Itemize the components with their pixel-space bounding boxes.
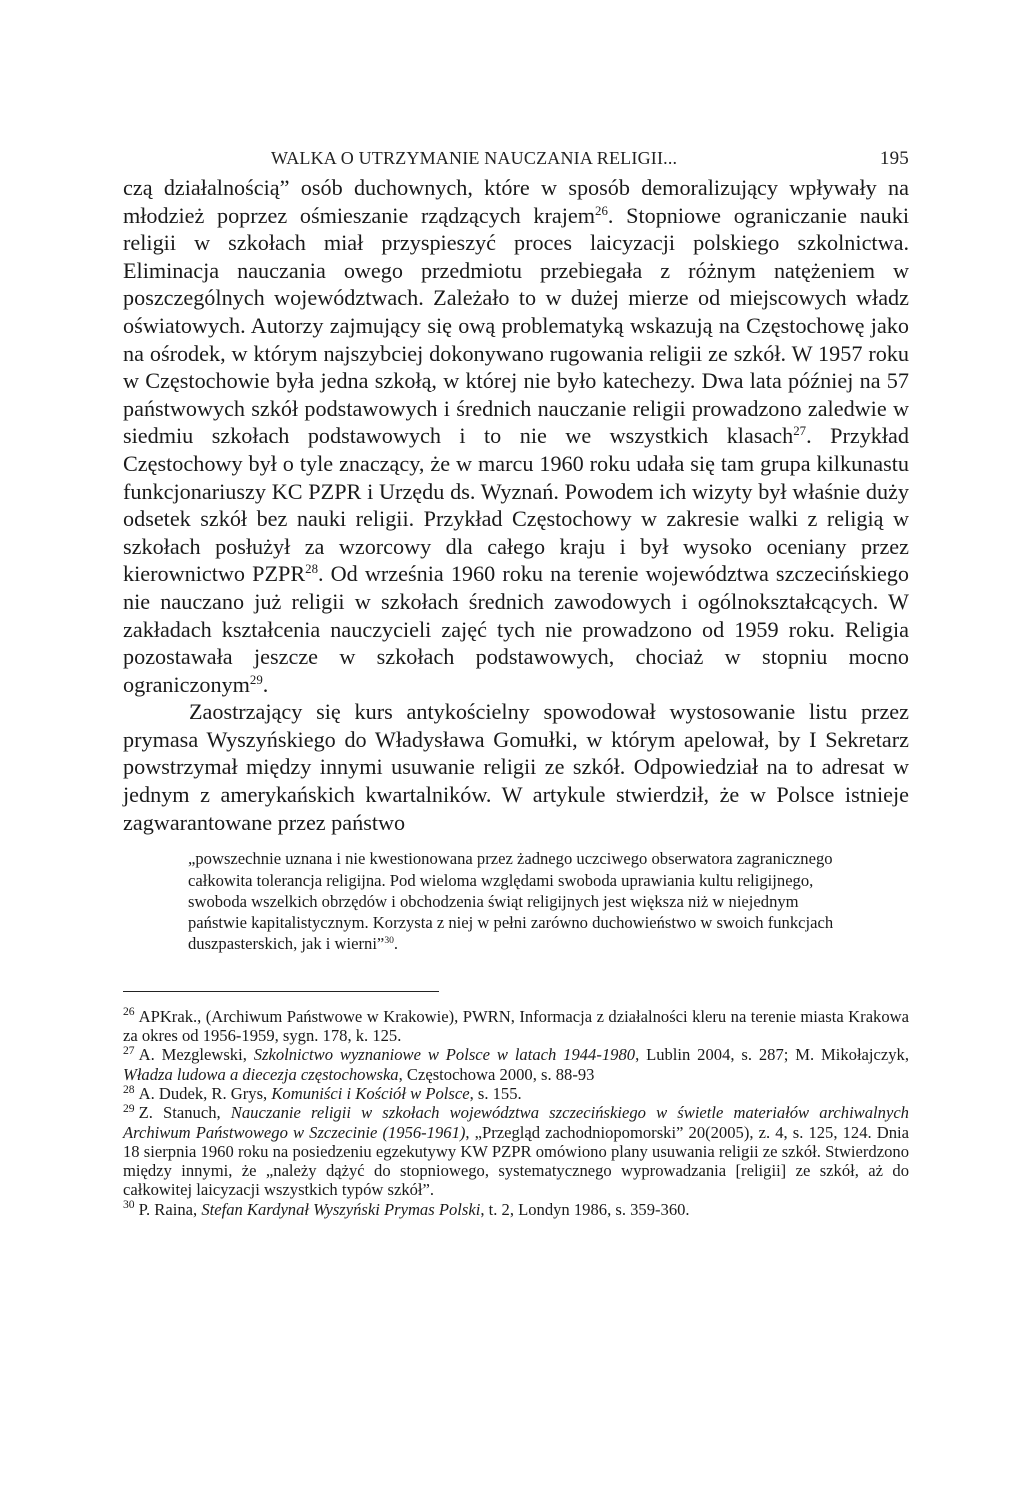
footnote-text: , t. 2, Londyn 1986, s. 359-360. bbox=[480, 1199, 690, 1219]
body-text bbox=[123, 174, 909, 836]
block-quote-text: „powszechnie uznana i nie kwestionowana przez żadnego uczciwego obserwatora zagranicznego całkowita tolerancja religijna. Pod wieloma względami swoboda uprawiania kultu religijnego, swoboda wszelkich obrzędów i obchodzenia świąt religijnych jest większa niż w niejednym państwie kapitalistycznym. Korzysta z niej w pełni zarówno duchowieństwo w swoich funkcjach duszpasterskich, jak i wierni” bbox=[188, 849, 834, 954]
footnote-number: 29 bbox=[123, 1101, 135, 1115]
footnote-ref-26[interactable]: 26 bbox=[595, 203, 608, 218]
footnote-text: , „Przegląd zachodniopomorski” 20(2005), z. 4, s. 125, 124. Dnia 18 sierpnia 1960 roku na posiedzeniu egzekutywy KW PZPR omówiono plany usuwania religii ze szkół. Stwierdzono między innymi, że „należy dążyć do stopniowego, systematycznego wyprowadzania [religii] ze szkół, aż do całkowitej laicyzacji wszystkich typów szkół”. bbox=[123, 1122, 910, 1200]
footnote-title: Nauczanie religii w szkołach województwa szczecińskiego w świetle materiałów archiwalnych Archiwum Państwowego w Szczecinie (1956-1961) bbox=[123, 1103, 909, 1142]
footnote-text: A. Mezglewski, bbox=[138, 1045, 254, 1065]
paragraph-1-text-a: czą działalnością” osób duchownych, które w sposób demoralizujący wpływały na młodzież poprzez ośmieszanie rządzących krajem bbox=[123, 175, 909, 228]
footnote-text: APKrak., (Archiwum Państwowe w Krakowie), PWRN, Informacja z działalności kleru na terenie miasta Krakowa za okres od 1956-1959, sygn. 178, k. 125. bbox=[123, 1006, 909, 1046]
footnote-text: A. Dudek, R. Grys, bbox=[138, 1083, 272, 1103]
block-quote bbox=[188, 848, 848, 954]
page-number: 195 bbox=[879, 148, 909, 169]
footnote-number: 28 bbox=[123, 1082, 135, 1096]
footnote-title: Władza ludowa a diecezja częstochowska bbox=[123, 1064, 399, 1084]
paragraph-1 bbox=[123, 174, 909, 698]
footnote-26 bbox=[123, 1007, 909, 1046]
running-head-title: WALKA O UTRZYMANIE NAUCZANIA RELIGII... bbox=[271, 148, 678, 168]
footnote-ref-28[interactable]: 28 bbox=[305, 562, 318, 577]
footnotes bbox=[123, 1007, 909, 1219]
footnote-number: 26 bbox=[123, 1005, 135, 1019]
footnote-27 bbox=[123, 1045, 909, 1084]
running-head bbox=[123, 140, 909, 174]
paragraph-1-text-b: . Stopniowe ograniczanie nauki religii w szkołach miał przyspieszyć proces laicyzacji polskiego szkolnictwa. Eliminacja nauczania owego przedmiotu przebiegała z różnym natężeniem w poszczególnych województwach. Zależało to w dużej mierze od miejscowych władz oświatowych. Autorzy zajmujący się ową problematyką wskazują na Częstochowę jako na ośrodek, w którym najszybciej dokonywano rugowania religii ze szkół. W 1957 roku w Częstochowie była jedna szkołą, w której nie było katechezy. Dwa lata później na 57 państwowych szkół podstawowych i średnich nauczanie religii prowadzono zaledwie w siedmiu szkołach podstawowych i to nie we wszystkich klasach bbox=[123, 202, 909, 449]
paragraph-2: Zaostrzający się kurs antykościelny spowodował wystosowanie listu przez prymasa Wyszyńskiego do Władysława Gomułki, w którym apelował, by I Sekretarz powstrzymał między innymi usuwanie religii ze szkół. Odpowiedział na to adresat w jednym z amerykańskich kwartalników. W artykule stwierdził, że w Polsce istnieje zagwarantowane przez państwo bbox=[123, 699, 909, 835]
document-page bbox=[123, 140, 909, 1219]
footnote-ref-29[interactable]: 29 bbox=[249, 672, 263, 687]
footnote-30 bbox=[123, 1200, 909, 1219]
footnote-separator bbox=[123, 991, 439, 992]
footnote-title: Komuniści i Kościół w Polsce bbox=[271, 1083, 470, 1103]
paragraph-1-text-c: . Przykład Częstochowy był o tyle znaczący, że w marcu 1960 roku udała się tam grupa kilkunastu funkcjonariuszy KC PZPR i Urzędu ds. Wyznań. Powodem ich wizyty był właśnie duży odsetek szkół bez nauki religii. Przykład Częstochowy w zakresie walki z religią w szkołach posłużył za wzorcowy dla całego kraju i był wysoko oceniany przez kierownictwo PZPR bbox=[123, 423, 909, 587]
footnote-text: Z. Stanuch, bbox=[138, 1103, 231, 1123]
footnote-title: Szkolnictwo wyznaniowe w Polsce w latach 1944-1980 bbox=[253, 1045, 636, 1065]
paragraph-1-text-e: . bbox=[262, 671, 269, 697]
footnote-ref-27[interactable]: 27 bbox=[793, 424, 807, 439]
footnote-text: P. Raina, bbox=[138, 1199, 202, 1219]
footnote-text: , s. 155. bbox=[469, 1083, 522, 1103]
footnote-title: Stefan Kardynał Wyszyński Prymas Polski bbox=[201, 1199, 481, 1219]
footnote-28 bbox=[123, 1084, 909, 1103]
footnote-text: , Częstochowa 2000, s. 88-93 bbox=[398, 1064, 595, 1084]
footnote-text: , Lublin 2004, s. 287; M. Mikołajczyk, bbox=[635, 1045, 910, 1065]
footnote-ref-30[interactable]: 30 bbox=[384, 935, 394, 947]
footnote-number: 27 bbox=[123, 1043, 135, 1057]
footnote-number: 30 bbox=[123, 1198, 135, 1212]
paragraph-1-text-d: . Od września 1960 roku na terenie województwa szczecińskiego nie nauczano już religii w szkołach średnich zawodowych i ogólnokształcących. W zakładach kształcenia nauczycieli zajęć tych nie prowadzono od 1959 roku. Religia pozostawała jeszcze w szkołach podstawowych, chociaż w stopniu mocno ograniczonym bbox=[123, 561, 909, 697]
footnote-29 bbox=[123, 1103, 909, 1199]
block-quote-end: . bbox=[393, 934, 399, 954]
